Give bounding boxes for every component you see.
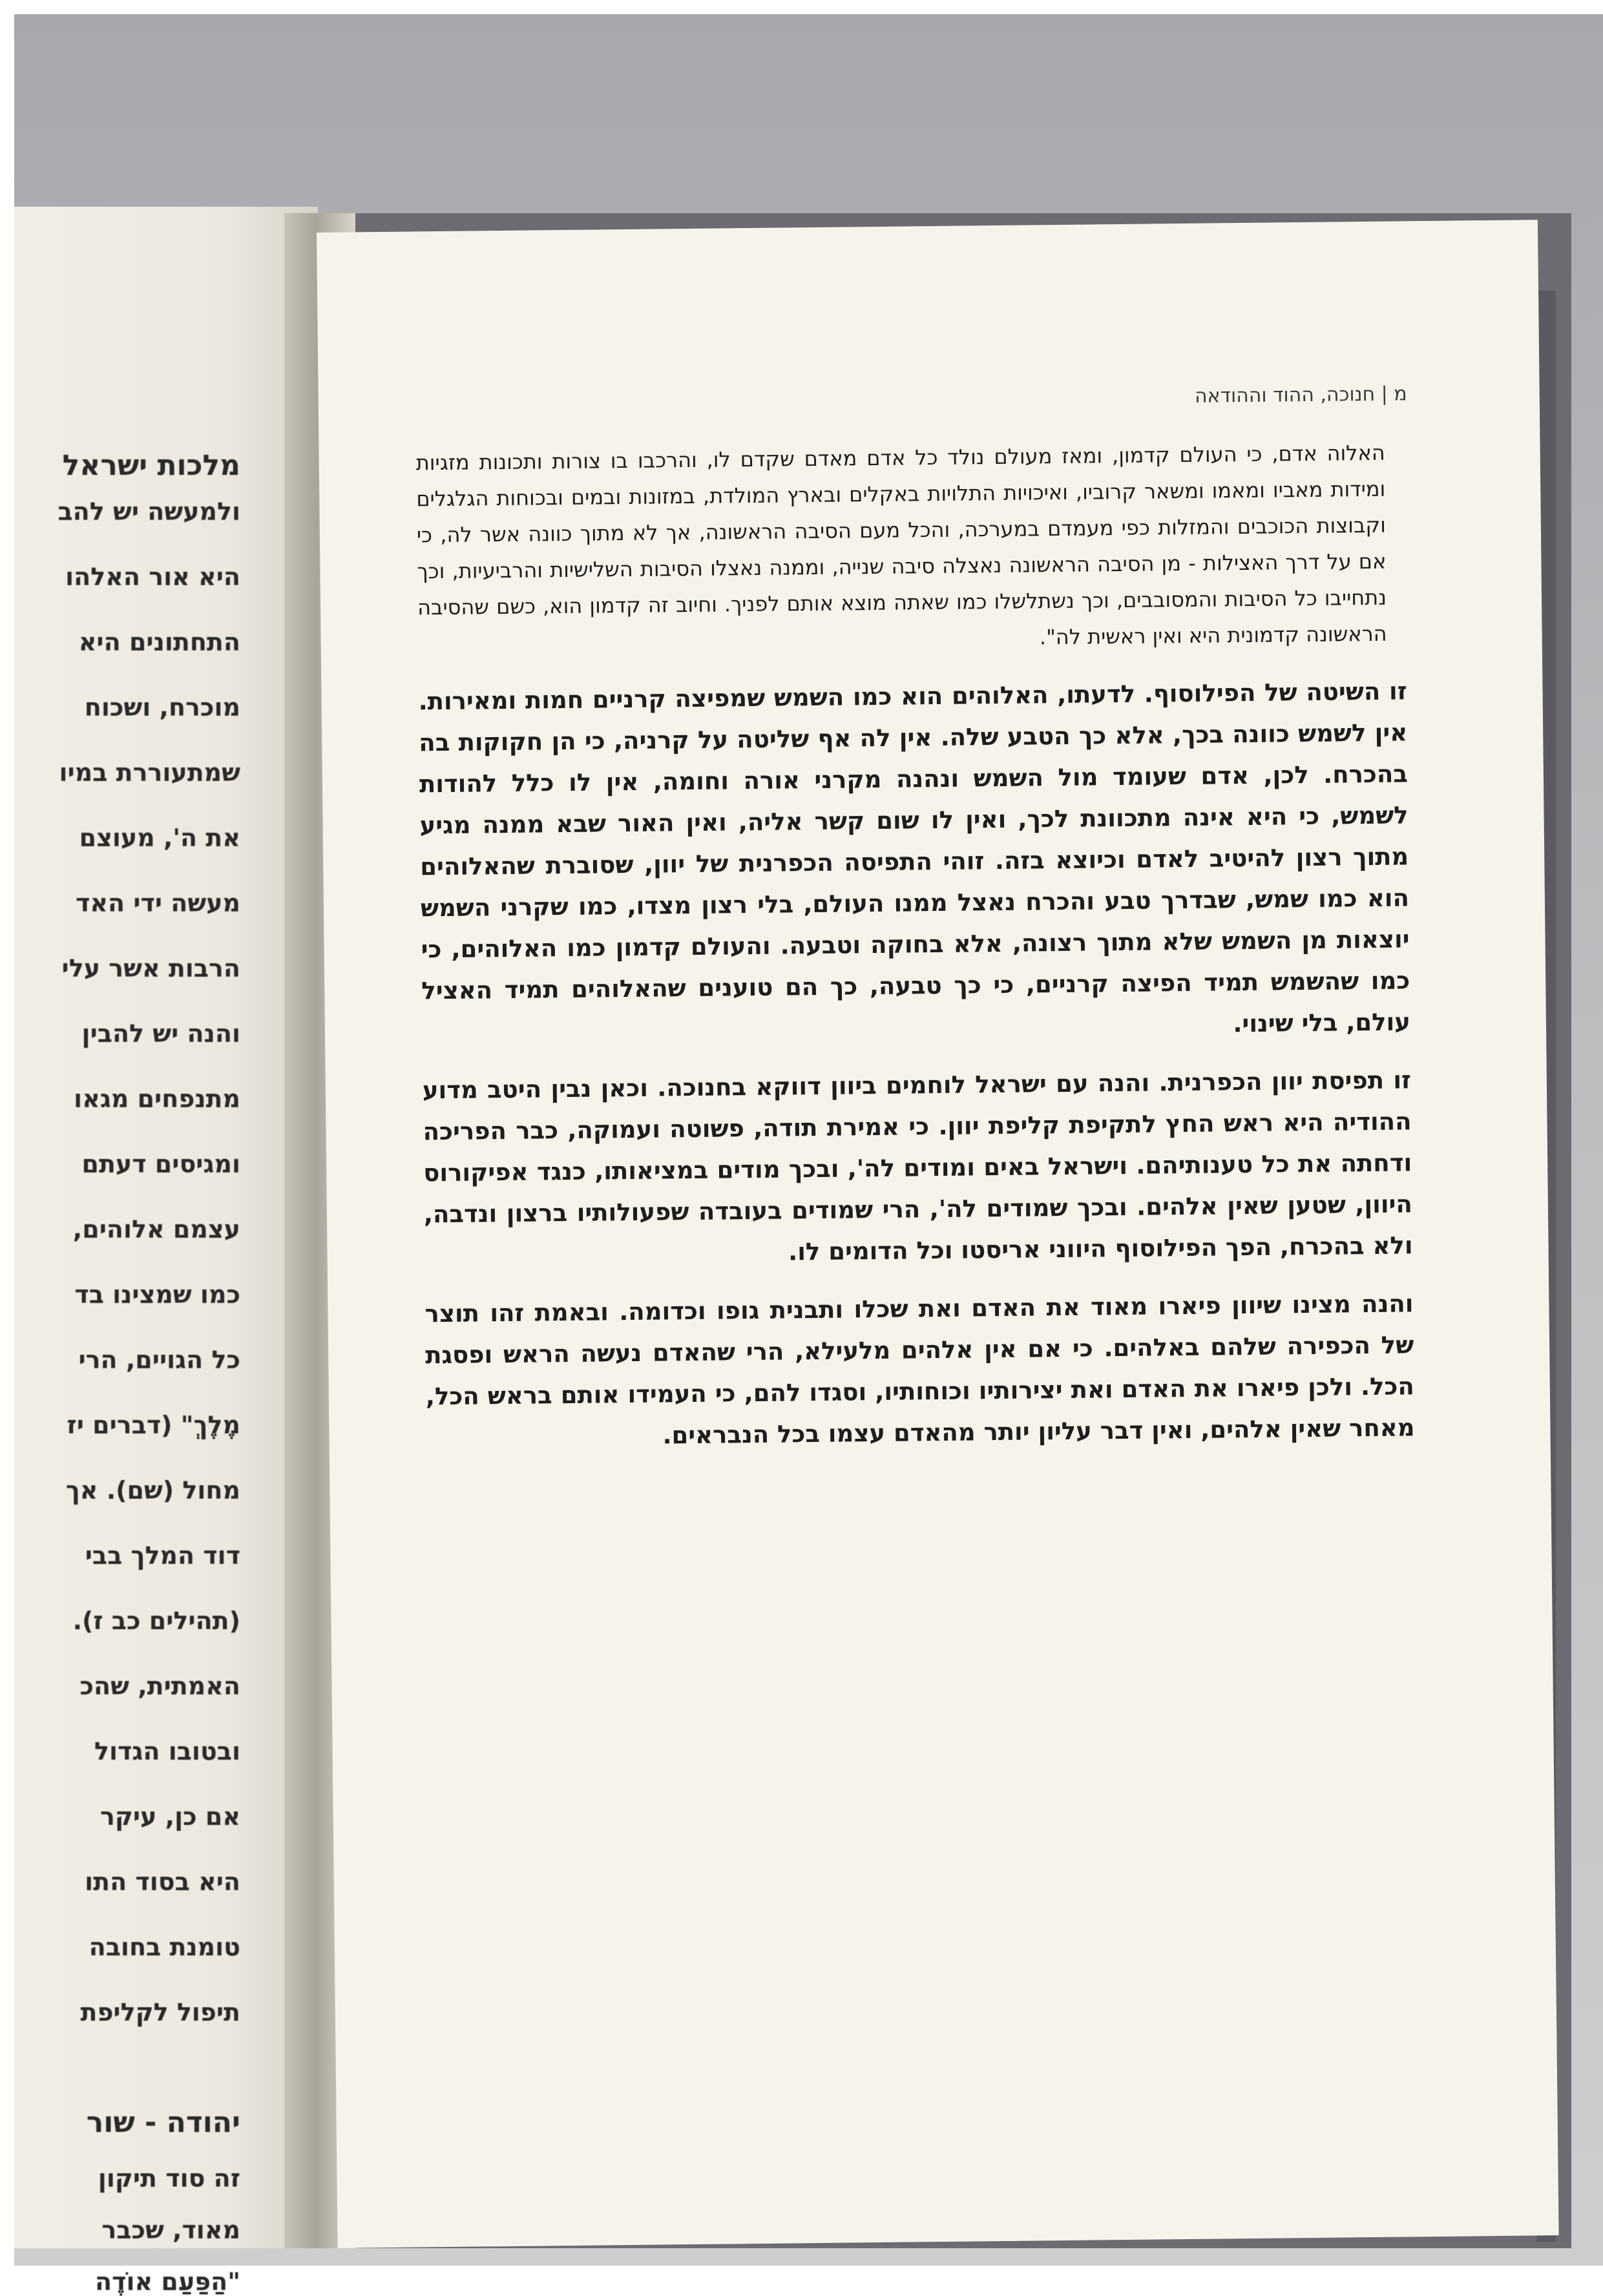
body-text bbox=[415, 434, 1415, 1476]
left-page-line: ובטובו הגדול bbox=[94, 1737, 240, 1766]
left-page-line: את ה', מעוצם bbox=[79, 824, 240, 852]
paragraph: והנה מצינו שיוון פיארו מאוד את האדם ואת שכלו ותבנית גופו וכדומה. ובאמת זהו תוצר של הכפירה שלהם באלהים. כי אם אין אלהים מלעילא, הרי שהאדם נעשה הראש ופסגת הכל. ולכן פיארו את האדם ואת יצירותיו וכוחותיו, וסגדו להם, כי העמידו אותם בראש הכל, מאחר שאין אלהים, ואין דבר עליון יותר מהאדם עצמו בכל הנבראים. bbox=[424, 1289, 1415, 1450]
left-page-line: מעשה ידי האד bbox=[75, 889, 240, 917]
right-page bbox=[317, 220, 1559, 2248]
left-page-line: עצמם אלוהים, bbox=[72, 1215, 240, 1244]
left-page-line: ומגיסים דעתם bbox=[81, 1150, 240, 1178]
left-page-line: זה סוד תיקון bbox=[98, 2164, 240, 2193]
left-page-heading-2: יהודה - שור bbox=[86, 2106, 240, 2139]
left-page-line: היא אור האלהו bbox=[65, 563, 240, 591]
left-page-line: טומנת בחובה bbox=[89, 1933, 240, 1961]
left-page-line: הרבות אשר עלי bbox=[61, 954, 240, 983]
left-page bbox=[14, 207, 318, 2296]
left-page-line: היא בסוד התו bbox=[85, 1868, 240, 1896]
left-page-line: "הַפַּעַם אוֹדֶה bbox=[95, 2268, 240, 2296]
quote-block: האלוה אדם, כי העולם קדמון, ומאז מעולם נולד כל אדם מאדם שקדם לו, והרכבו בו צורות ותכונות מזגיות ומידות מאביו ומאמו ומשאר קרוביו, ואיכויות התלויות באקלים ובארץ המולדת, במזונות ובמים ובכוחות הגלגלים וקבוצות הכוכבים והמזלות כפי מעמדם במערכה, והכל מעם הסיבה הראשונה, אך לא מתוך כוונה אשר לה, כי אם על דרך האצילות - מן הסיבה הראשונה נאצלה סיבה שנייה, וממנה נאצלו הסיבות השלישיות והרביעיות, וכך נתחייבו כל הסיבות והמסובבים, וכך נשתלשלו כמו שאתה מוצא אותם לפניך. וחיוב זה קדמון הוא, כשם שהסיבה הראשונה קדמונית היא ואין ראשית לה". bbox=[415, 440, 1387, 650]
left-page-line: מחול (שם). אך bbox=[65, 1476, 240, 1505]
left-page-line: והנה יש להבין bbox=[81, 1019, 240, 1048]
left-page-line: מֶלֶךְ" (דברים יז bbox=[67, 1411, 240, 1439]
left-page-line: שמתעוררת במיו bbox=[59, 758, 240, 787]
left-page-line: כל הגויים, הרי bbox=[78, 1346, 240, 1374]
running-head: מ | חנוכה, ההוד וההודאה bbox=[1194, 382, 1407, 408]
left-page-line: (תהילים כב ז). bbox=[72, 1607, 240, 1635]
left-page-heading: מלכות ישראל bbox=[62, 449, 240, 482]
left-page-line: דוד המלך בבי bbox=[85, 1541, 240, 1570]
paragraph: זו השיטה של הפילוסוף. לדעתו, האלוהים הוא כמו השמש שמפיצה קרניים חמות ומאירות. אין לשמש כוונה בכך, אלא כך הטבע שלה. אין לה אף שליטה על קרניה, כי הן חקוקות בה בהכרח. לכן, אדם שעומד מול השמש ונהנה מקרני אורה וחומה, אין לו כלל להודות לשמש, כי היא אינה מתכוונת לכך, ואין לו שום קשר אליה, ואין האור שבא ממנה מגיע מתוך רצון להיטיב לאדם וכיוצא בזה. זוהי התפיסה הכפרנית של יוון, שסוברת שהאלוהים הוא כמו שמש, שבדרך טבע והכרח נאצל ממנו העולם, בלי רצון מצדו, כמו שקרני השמש יוצאות מן השמש שלא מתוך רצונה, אלא בחוקה וטבעה. והעולם קדמון כמו האלוהים, כי כמו שהשמש תמיד הפיצה קרניים, כי כך טבעה, כך הם טוענים שהאלוהים תמיד האציל עולם, בלי שינוי. bbox=[418, 677, 1411, 1038]
left-page-line: ולמעשה יש להב bbox=[58, 497, 240, 526]
left-page-line: מאוד, שכבר bbox=[101, 2216, 240, 2244]
paragraph: זו תפיסת יוון הכפרנית. והנה עם ישראל לוחמים ביוון דווקא בחנוכה. וכאן נבין היטב מדוע ההודיה היא ראש החץ לתקיפת קליפת יוון. כי אמירת תודה, פשוטה ועמוקה, כבר הפריכה ודחתה את כל טענותיהם. וישראל באים ומודים לה', ובכך מודים במציאותו, כנגד אפיקורוס היוון, שטען שאין אלהים. ובכך שמודים לה', הרי שמודים בעובדה שפעולותיו ברצון ונדבה, ולא בהכרח, הפך הפילוסוף היווני אריסטו וכל הדומים לו. bbox=[422, 1066, 1413, 1266]
left-page-line: אם כן, עיקר bbox=[100, 1802, 240, 1831]
left-page-line: התחתונים היא bbox=[78, 628, 240, 656]
left-page-line: כמו שמצינו בד bbox=[74, 1280, 240, 1309]
left-page-line: מוכרח, ושכוח bbox=[84, 693, 240, 722]
left-page-text bbox=[14, 207, 324, 2296]
left-page-line: תיפול לקליפת bbox=[80, 1998, 240, 2027]
left-page-line: האמתית, שהכ bbox=[79, 1672, 240, 1700]
left-page-line: מתנפחים מגאו bbox=[74, 1085, 240, 1113]
